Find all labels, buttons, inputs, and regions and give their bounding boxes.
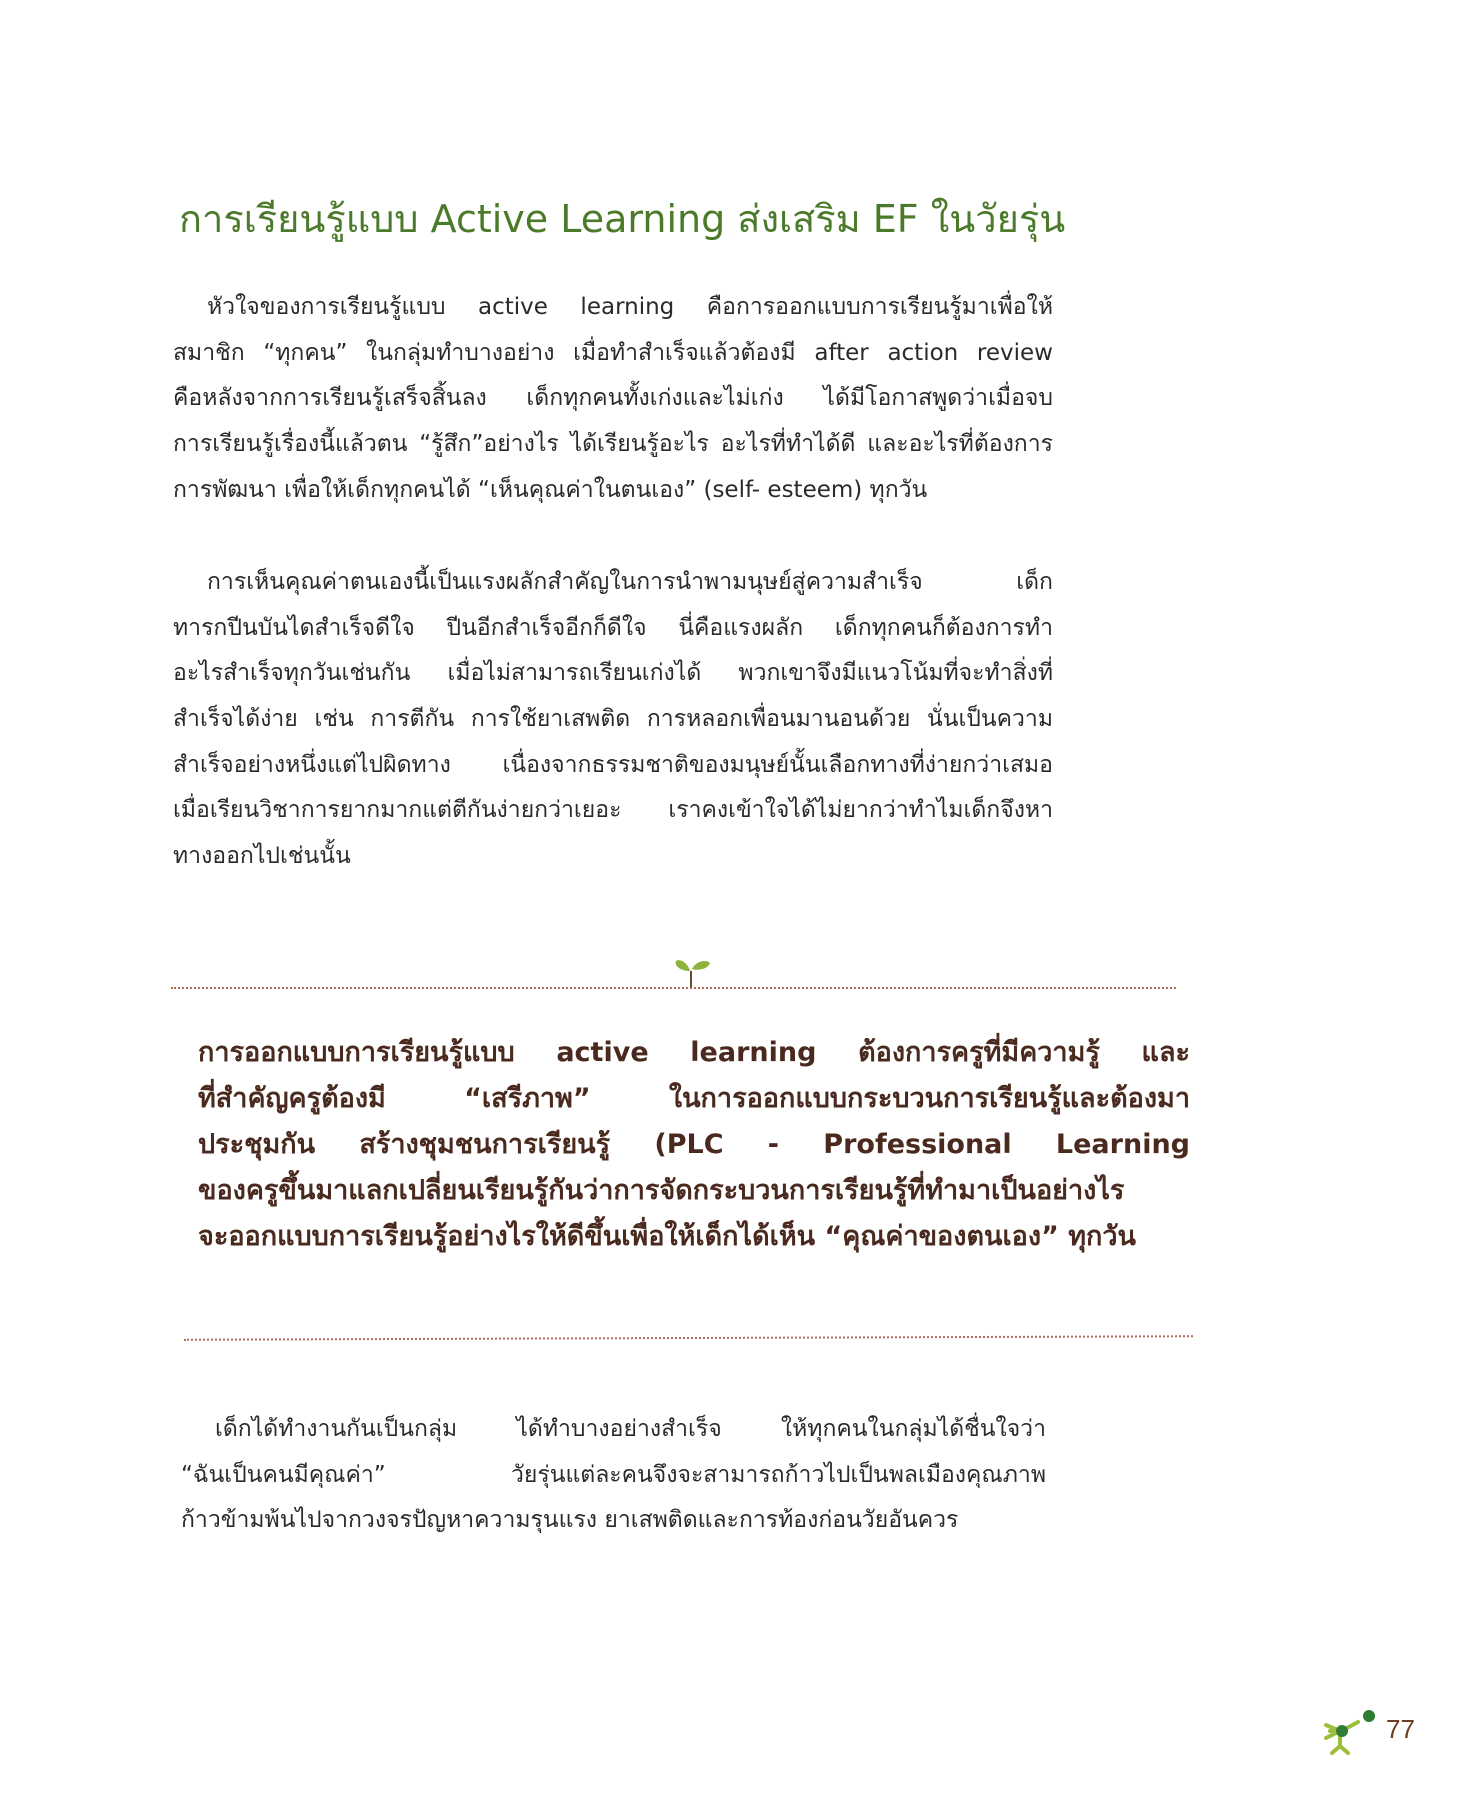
text-line: การเรียนรู้เรื่องนี้แล้วตน “รู้สึก”อย่างไร ได้เรียนรู้อะไร อะไรที่ทำได้ดี และอะไรที่ต้องการ bbox=[173, 431, 1053, 458]
text-line: การพัฒนา เพื่อให้เด็กทุกคนได้ “เห็นคุณค่าในตนเอง” (self- esteem) ทุกวัน bbox=[173, 476, 928, 503]
text-line: ทางออกไปเช่นนั้น bbox=[173, 843, 351, 870]
highlight-quote bbox=[198, 1030, 1190, 1260]
page-title: การเรียนรู้แบบ Active Learning ส่งเสริม EF ในวัยรุ่น bbox=[179, 197, 1066, 241]
sprout-icon bbox=[668, 955, 714, 991]
text-line: “ฉันเป็นคนมีคุณค่า” วัยรุ่นแต่ละคนจึงจะสามารถก้าวไปเป็นพลเมืองคุณภาพ bbox=[181, 1461, 1046, 1488]
molecule-logo-icon bbox=[1318, 1698, 1390, 1758]
text-line: เมื่อเรียนวิชาการยากมากแต่ตีกันง่ายกว่าเยอะ เราคงเข้าใจได้ไม่ยากว่าทำไมเด็กจึงหา bbox=[173, 797, 1053, 824]
quote-line: ที่สำคัญครูต้องมี “เสรีภาพ” ในการออกแบบกระบวนการเรียนรู้และต้องมา bbox=[198, 1083, 1190, 1114]
text-line: ทารกปีนบันไดสำเร็จดีใจ ปีนอีกสำเร็จอีกก็ดีใจ นี่คือแรงผลัก เด็กทุกคนก็ต้องการทำ bbox=[173, 614, 1053, 641]
text-line: คือหลังจากการเรียนรู้เสร็จสิ้นลง เด็กทุกคนทั้งเก่งและไม่เก่ง ได้มีโอกาสพูดว่าเมื่อจบ bbox=[173, 385, 1053, 412]
text-line: อะไรสำเร็จทุกวันเช่นกัน เมื่อไม่สามารถเรียนเก่งได้ พวกเขาจึงมีแนวโน้มที่จะทำสิ่งที่ bbox=[173, 660, 1053, 687]
paragraph-1 bbox=[173, 285, 1053, 513]
page-number: 77 bbox=[1386, 1714, 1415, 1744]
text-line: การเห็นคุณค่าตนเองนี้เป็นแรงผลักสำคัญในการนำพามนุษย์สู่ความสำเร็จ เด็ก bbox=[207, 569, 1053, 595]
text-line: เด็กได้ทำงานกันเป็นกลุ่ม ได้ทำบางอย่างสำเร็จ ให้ทุกคนในกลุ่มได้ชื่นใจว่า bbox=[215, 1416, 1046, 1442]
paragraph-2 bbox=[173, 560, 1053, 880]
divider-bottom bbox=[184, 1335, 1193, 1341]
quote-line: ของครูขึ้นมาแลกเปลี่ยนเรียนรู้กันว่าการจัดกระบวนการเรียนรู้ที่ทำมาเป็นอย่างไร bbox=[198, 1175, 1125, 1206]
text-line: ก้าวข้ามพ้นไปจากวงจรปัญหาความรุนแรง ยาเสพติดและการท้องก่อนวัยอันควร bbox=[181, 1507, 959, 1534]
text-line: สมาชิก “ทุกคน” ในกลุ่มทำบางอย่าง เมื่อทำสำเร็จแล้วต้องมี after action review bbox=[173, 339, 1053, 366]
text-line: หัวใจของการเรียนรู้แบบ active learning คือการออกแบบการเรียนรู้มาเพื่อให้ bbox=[207, 294, 1053, 320]
quote-line: การออกแบบการเรียนรู้แบบ active learning ต้องการครูที่มีความรู้ และ bbox=[198, 1037, 1190, 1068]
quote-line: ประชุมกัน สร้างชุมชนการเรียนรู้ (PLC - Professional Learning bbox=[198, 1129, 1190, 1160]
text-line: สำเร็จได้ง่าย เช่น การตีกัน การใช้ยาเสพติด การหลอกเพื่อนมานอนด้วย นั่นเป็นความ bbox=[173, 706, 1053, 733]
quote-line: จะออกแบบการเรียนรู้อย่างไรให้ดีขึ้นเพื่อให้เด็กได้เห็น “คุณค่าของตนเอง” ทุกวัน bbox=[198, 1221, 1136, 1252]
paragraph-3 bbox=[181, 1407, 1046, 1544]
divider-top bbox=[171, 987, 1176, 989]
text-line: สำเร็จอย่างหนึ่งแต่ไปผิดทาง เนื่องจากธรรมชาติของมนุษย์นั้นเลือกทางที่ง่ายกว่าเสมอ bbox=[173, 751, 1053, 778]
